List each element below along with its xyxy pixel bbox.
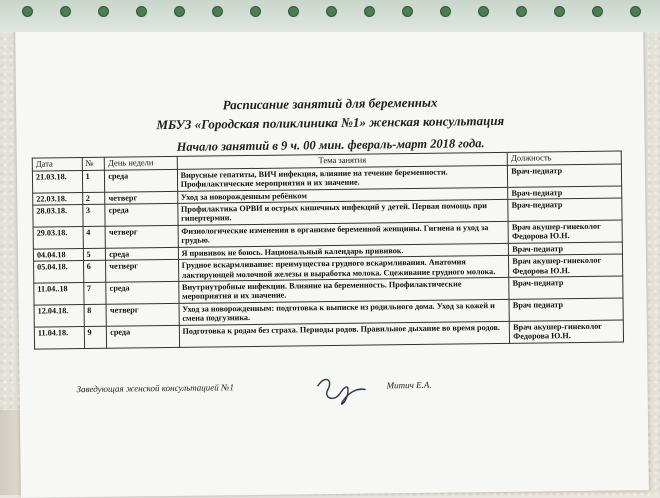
cell-date: 28.03.18. xyxy=(33,205,83,227)
document-subtitle: МБУЗ «Городская поликлиника №1» женская консультация xyxy=(156,112,505,133)
binder-hole xyxy=(98,6,109,17)
cell-topic: Профилактика ОРВИ и острых кишечных инфекций у детей. Первая помощь при гипертермии. xyxy=(177,199,508,225)
cell-day: среда xyxy=(106,281,179,304)
cell-date: 04.04.18 xyxy=(33,248,83,261)
binder-hole xyxy=(136,6,147,17)
cell-day: среда xyxy=(105,203,178,226)
binder-hole xyxy=(478,6,489,17)
cell-num: 9 xyxy=(84,326,107,348)
cell-day: четверг xyxy=(105,225,178,248)
binder-hole xyxy=(592,6,603,17)
cell-day: среда xyxy=(105,169,178,192)
cell-num: 6 xyxy=(83,260,106,282)
cell-date: 29.03.18. xyxy=(33,226,83,248)
cell-topic: Физиологические изменения в организме беременной женщины. Гигиена и уход за грудью. xyxy=(178,221,509,247)
schedule-sheet xyxy=(15,20,649,498)
cell-role: Врач-педиатр xyxy=(508,186,622,200)
binder-hole xyxy=(630,6,641,17)
column-header-topic: Тема занятия xyxy=(177,152,508,169)
binder-hole xyxy=(174,6,185,17)
cell-date: 11.04..18 xyxy=(34,283,84,305)
column-header-num: № xyxy=(82,157,105,170)
column-header-date: Дата xyxy=(32,158,82,171)
cell-num: 1 xyxy=(82,170,105,192)
binder-hole xyxy=(326,6,337,17)
cell-num: 4 xyxy=(83,226,106,248)
binder-hole xyxy=(212,6,223,17)
cell-topic: Подготовка к родам без страха. Периоды родов. Правильное дыхание во время родов. xyxy=(179,321,510,347)
binder-hole xyxy=(402,6,413,17)
cell-day: четверг xyxy=(106,303,179,326)
column-header-day: День недели xyxy=(105,156,177,170)
binder-hole xyxy=(250,6,261,17)
cell-num: 3 xyxy=(82,204,105,226)
cell-day: среда xyxy=(107,325,180,348)
cell-date: 12.04.18. xyxy=(34,304,84,326)
cell-topic: Я прививок не боюсь. Национальный календарь прививок. xyxy=(178,243,509,259)
binder-hole xyxy=(288,6,299,17)
cell-topic: Грудное вскармливание: преимущества грудного вскармливания. Анатомия лактирующей молочной железы и выработка молока. Сцеживание грудного молока. xyxy=(178,255,509,281)
cell-topic: Вирусные гепатиты, ВИЧ инфекция, влияние на течение беременности. Профилактические мероприятия и их значение. xyxy=(177,165,508,191)
cell-role: Врач акушер-гинеколог Федорова Ю.Н. xyxy=(508,220,622,243)
binder-hole xyxy=(22,6,33,17)
binder-hole xyxy=(364,6,375,17)
column-header-role: Должность xyxy=(508,151,622,165)
cell-role: Врач-педиатр xyxy=(509,242,623,256)
cell-num: 5 xyxy=(83,248,106,261)
footer-name: Митич Е.А. xyxy=(386,379,432,391)
cell-day: четверг xyxy=(106,260,179,283)
cell-role: Врач акушер-гинеколог Федорова Ю.Н. xyxy=(510,320,624,343)
cell-num: 8 xyxy=(84,304,107,326)
schedule-start-info: Начало занятий в 9 ч. 00 мин. февраль-март 2018 года. xyxy=(176,136,485,154)
handwritten-signature xyxy=(309,372,369,413)
cell-role: Врач педиатр xyxy=(509,298,623,321)
binder-hole xyxy=(554,6,565,17)
cell-num: 2 xyxy=(82,192,105,205)
cell-day: среда xyxy=(106,247,178,260)
cell-topic: Уход за новорожденным: подготовка к выписке из родильного дома. Уход за кожей и смена подгузника. xyxy=(179,299,510,325)
cell-date: 05.04.18. xyxy=(34,261,84,283)
cell-date: 11.04.18. xyxy=(34,326,84,348)
document-title: Расписание занятий для беременных xyxy=(222,94,438,113)
cell-topic: Уход за новорожденным ребёнком xyxy=(177,187,508,203)
cell-role: Врач-педиатр xyxy=(508,198,622,221)
footer-position: Заведующая женской консультацией №1 xyxy=(76,382,235,395)
cell-date: 22.03.18. xyxy=(33,192,83,205)
binder-hole xyxy=(440,6,451,17)
cell-num: 7 xyxy=(83,282,106,304)
cell-day: четверг xyxy=(105,191,177,204)
binder-hole xyxy=(516,6,527,17)
cell-date: 21.03.18. xyxy=(32,170,82,192)
cell-role: Врач-педиатр xyxy=(509,276,623,299)
binder-holes xyxy=(0,6,660,20)
cell-topic: Внутриутробные инфекции. Влияние на беременность. Профилактические мероприятия и их значение. xyxy=(178,277,509,303)
sheet-protector-top xyxy=(0,0,660,32)
binder-hole xyxy=(60,6,71,17)
schedule-table xyxy=(32,150,624,349)
cell-role: Врач акушер-гинеколог Федорова Ю.Н. xyxy=(509,254,623,277)
cell-role: Врач-педиатр xyxy=(508,164,622,187)
